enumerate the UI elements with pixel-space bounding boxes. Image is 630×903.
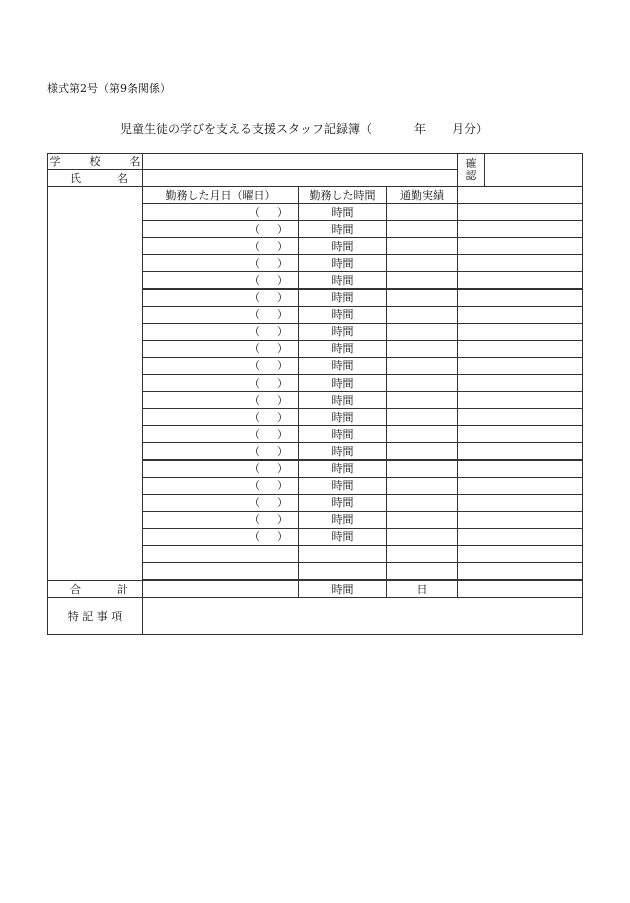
paren-open: （: [249, 342, 260, 356]
row-hours-cell[interactable]: 時間: [298, 289, 387, 307]
paren-close: ）: [277, 273, 288, 287]
row-date-cell[interactable]: [142, 545, 299, 563]
title-text: 児童生徒の学びを支える支援スタッフ記録簿: [120, 122, 361, 136]
paren-open: （: [249, 496, 260, 510]
paren-close: ）: [277, 222, 288, 236]
paren-close: ）: [277, 256, 288, 270]
row-hours-cell[interactable]: 時間: [298, 237, 387, 255]
paren-open: （: [249, 273, 260, 287]
paren-open: （: [249, 325, 260, 339]
paren-close: ）: [277, 291, 288, 305]
row-extra-cell: [457, 271, 583, 289]
row-hours-cell[interactable]: 時間: [298, 408, 387, 426]
row-date-cell[interactable]: [142, 408, 299, 426]
school-name-label: 学 校 名: [47, 153, 143, 170]
row-extra-cell: [457, 425, 583, 443]
row-date-cell[interactable]: [142, 203, 299, 221]
row-extra-cell: [457, 408, 583, 426]
row-commute-cell[interactable]: [386, 220, 458, 238]
col-header-hours: 勤務した時間: [298, 186, 387, 204]
row-hours-cell[interactable]: 時間: [298, 254, 387, 272]
paren-close: ）: [277, 496, 288, 510]
row-extra-cell: [457, 545, 583, 563]
row-commute-cell[interactable]: [386, 306, 458, 324]
paren-close: ）: [277, 308, 288, 322]
row-extra-cell: [457, 562, 583, 580]
row-hours-cell[interactable]: 時間: [298, 460, 387, 478]
row-date-cell[interactable]: [142, 271, 299, 289]
row-hours-cell[interactable]: 時間: [298, 340, 387, 358]
row-date-cell[interactable]: [142, 289, 299, 307]
paren-open: （: [249, 410, 260, 424]
row-hours-cell[interactable]: 時間: [298, 220, 387, 238]
row-commute-cell[interactable]: [386, 391, 458, 409]
row-date-cell[interactable]: [142, 374, 299, 392]
row-date-cell[interactable]: [142, 357, 299, 375]
row-extra-cell: [457, 511, 583, 529]
paren-close: ）: [277, 342, 288, 356]
paren-close: ）: [277, 444, 288, 458]
row-date-cell[interactable]: [142, 306, 299, 324]
row-hours-cell[interactable]: 時間: [298, 494, 387, 512]
row-commute-cell[interactable]: [386, 545, 458, 563]
row-extra-cell: [457, 254, 583, 272]
row-date-cell[interactable]: [142, 494, 299, 512]
row-extra-cell: [457, 220, 583, 238]
page-title: [120, 120, 488, 137]
staff-name-label-char-1: 氏: [70, 171, 81, 185]
row-hours-cell[interactable]: 時間: [298, 323, 387, 341]
row-date-cell[interactable]: [142, 340, 299, 358]
staff-name-label-char-2: 名: [117, 171, 128, 185]
paren-open: （: [249, 291, 260, 305]
paren-open: （: [249, 393, 260, 407]
row-date-cell[interactable]: [142, 391, 299, 409]
row-commute-cell[interactable]: [386, 357, 458, 375]
paren-close: ）: [277, 393, 288, 407]
total-label: [47, 580, 143, 598]
confirm-label-char-1: 確: [465, 157, 477, 170]
row-date-cell[interactable]: [142, 442, 299, 460]
row-commute-cell[interactable]: [386, 477, 458, 495]
title-month-label: 月分）: [452, 122, 489, 136]
row-date-cell[interactable]: [142, 237, 299, 255]
paren-open: （: [249, 256, 260, 270]
row-extra-cell: [457, 340, 583, 358]
row-hours-cell[interactable]: 時間: [298, 357, 387, 375]
row-hours-cell[interactable]: 時間: [298, 306, 387, 324]
paren-open: （: [249, 239, 260, 253]
col-header-date: 勤務した月日（曜日）: [142, 186, 299, 204]
row-extra-cell: [457, 494, 583, 512]
row-commute-cell[interactable]: [386, 511, 458, 529]
confirm-label: [457, 153, 485, 187]
school-name-field[interactable]: [142, 153, 458, 170]
row-extra-cell: [457, 528, 583, 546]
row-hours-cell[interactable]: [298, 545, 387, 563]
row-date-cell[interactable]: [142, 460, 299, 478]
paren-open: （: [249, 376, 260, 390]
row-extra-cell: [457, 289, 583, 307]
row-extra-cell: [457, 357, 583, 375]
row-commute-cell[interactable]: [386, 289, 458, 307]
paren-close: ）: [277, 462, 288, 476]
notes-label: 特 記 事 項: [47, 597, 143, 635]
paren-close: ）: [277, 530, 288, 544]
title-open-paren: （: [360, 122, 373, 136]
row-extra-cell: [457, 237, 583, 255]
row-extra-cell: [457, 306, 583, 324]
row-date-cell[interactable]: [142, 323, 299, 341]
row-hours-cell[interactable]: 時間: [298, 203, 387, 221]
paren-close: ）: [277, 376, 288, 390]
paren-open: （: [249, 444, 260, 458]
col-header-commute: 通勤実績: [386, 186, 458, 204]
row-date-cell[interactable]: [142, 425, 299, 443]
paren-open: （: [249, 222, 260, 236]
paren-close: ）: [277, 427, 288, 441]
row-commute-cell[interactable]: [386, 203, 458, 221]
row-extra-cell: [457, 442, 583, 460]
row-commute-cell[interactable]: [386, 528, 458, 546]
paren-close: ）: [277, 239, 288, 253]
row-commute-cell[interactable]: [386, 237, 458, 255]
row-commute-cell[interactable]: [386, 323, 458, 341]
paren-open: （: [249, 530, 260, 544]
row-extra-cell: [457, 374, 583, 392]
total-date-cell: [142, 580, 299, 598]
staff-name-label: [47, 169, 143, 187]
paren-close: ）: [277, 325, 288, 339]
total-days-cell[interactable]: 日: [386, 580, 458, 598]
row-extra-cell: [457, 391, 583, 409]
row-hours-cell[interactable]: 時間: [298, 442, 387, 460]
row-commute-cell[interactable]: [386, 340, 458, 358]
row-commute-cell[interactable]: [386, 254, 458, 272]
form-number: 様式第2号（第9条関係）: [47, 82, 171, 95]
row-commute-cell[interactable]: [386, 425, 458, 443]
paren-close: ）: [277, 479, 288, 493]
row-commute-cell[interactable]: [386, 494, 458, 512]
paren-close: ）: [277, 513, 288, 527]
row-date-cell[interactable]: [142, 254, 299, 272]
row-hours-cell[interactable]: [298, 562, 387, 580]
paren-open: （: [249, 308, 260, 322]
paren-open: （: [249, 205, 260, 219]
paren-open: （: [249, 513, 260, 527]
paren-close: ）: [277, 410, 288, 424]
row-date-cell[interactable]: [142, 511, 299, 529]
row-commute-cell[interactable]: [386, 460, 458, 478]
row-commute-cell[interactable]: [386, 271, 458, 289]
row-extra-cell: [457, 477, 583, 495]
total-label-char-2: 計: [117, 582, 128, 596]
confirm-label-char-2: 認: [465, 169, 477, 182]
row-commute-cell[interactable]: [386, 442, 458, 460]
confirm-stamp-field[interactable]: [484, 153, 583, 187]
title-year-label: 年: [414, 122, 427, 136]
row-commute-cell[interactable]: [386, 374, 458, 392]
paren-open: （: [249, 479, 260, 493]
row-commute-cell[interactable]: [386, 408, 458, 426]
row-hours-cell[interactable]: 時間: [298, 425, 387, 443]
paren-close: ）: [277, 359, 288, 373]
row-date-cell[interactable]: [142, 477, 299, 495]
paren-close: ）: [277, 205, 288, 219]
row-date-cell[interactable]: [142, 528, 299, 546]
row-hours-cell[interactable]: 時間: [298, 528, 387, 546]
row-hours-cell[interactable]: 時間: [298, 511, 387, 529]
total-extra-cell: [457, 580, 583, 598]
row-date-cell[interactable]: [142, 220, 299, 238]
row-hours-cell[interactable]: 時間: [298, 271, 387, 289]
left-blank-column: [47, 186, 143, 581]
paren-open: （: [249, 462, 260, 476]
row-commute-cell[interactable]: [386, 562, 458, 580]
row-hours-cell[interactable]: 時間: [298, 391, 387, 409]
row-hours-cell[interactable]: 時間: [298, 477, 387, 495]
row-extra-cell: [457, 203, 583, 221]
row-hours-cell[interactable]: 時間: [298, 374, 387, 392]
total-hours-cell[interactable]: 時間: [298, 580, 387, 598]
col-header-extra: [457, 186, 583, 204]
paren-open: （: [249, 359, 260, 373]
row-extra-cell: [457, 323, 583, 341]
staff-name-field[interactable]: [142, 169, 458, 187]
total-label-char-1: 合: [70, 582, 81, 596]
row-extra-cell: [457, 460, 583, 478]
notes-field[interactable]: [142, 597, 583, 635]
row-date-cell[interactable]: [142, 562, 299, 580]
paren-open: （: [249, 427, 260, 441]
